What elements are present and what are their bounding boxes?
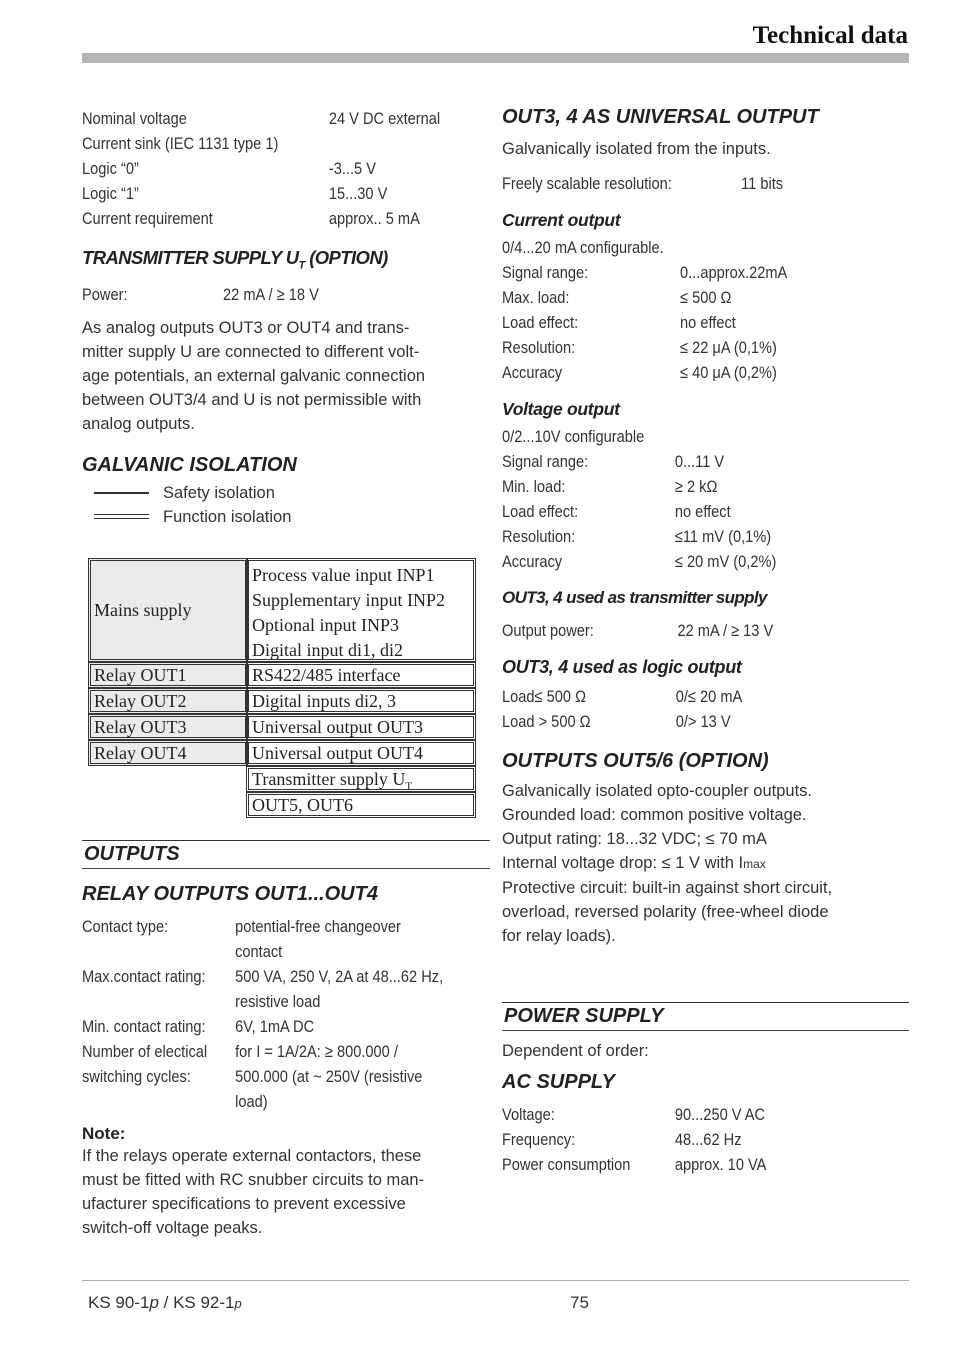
spec-value: ≤ 500 Ω — [680, 288, 732, 307]
relay-key — [82, 1039, 235, 1114]
text-line: for relay loads). — [502, 927, 616, 945]
spec-value: 15...30 V — [328, 184, 388, 203]
ac-row — [502, 1127, 908, 1152]
outputs-heading: OUTPUTS — [82, 840, 490, 869]
spec-value: 22 mA / ≥ 13 V — [677, 621, 774, 640]
note-line: If the relays operate external contactors, these — [82, 1147, 422, 1165]
current-specs — [502, 235, 912, 385]
spec-value: 0...11 V — [674, 452, 725, 471]
ac-specs — [502, 1102, 909, 1177]
spec-key: Frequency: — [502, 1130, 576, 1149]
footer-model — [88, 1293, 242, 1313]
spec-key: Accuracy — [502, 552, 563, 571]
single-line-icon — [94, 492, 149, 494]
digital-inputs-cell: Digital inputs di2, 3 — [246, 688, 476, 714]
spec-value: approx.. 5 mA — [328, 209, 420, 228]
value-line: for I = 1A/2A: ≥ 800.000 / — [235, 1042, 398, 1061]
out56-heading: OUTPUTS OUT5/6 (OPTION) — [502, 750, 769, 772]
spec-key: Accuracy — [502, 363, 563, 382]
spec-row — [82, 181, 491, 206]
legend-safety — [82, 481, 492, 505]
voltage-row — [502, 449, 911, 474]
legend-function — [82, 505, 492, 529]
inputs-cell — [246, 558, 476, 662]
relay-specs — [82, 914, 490, 1114]
ac-row — [502, 1102, 908, 1127]
key-line: Number of electical — [82, 1042, 208, 1061]
key-line: switching cycles: — [82, 1067, 191, 1086]
relay-value — [235, 914, 401, 964]
input-line: Supplementary input INP2 — [252, 590, 445, 610]
spec-value: 48...62 Hz — [674, 1130, 742, 1149]
relay-key: Contact type: — [82, 917, 169, 936]
isolated-text: Galvanically isolated from the inputs. — [502, 140, 771, 158]
left-lower — [82, 840, 490, 1240]
value-line: potential-free changeover — [235, 917, 401, 936]
universal-out4-cell: Universal output OUT4 — [246, 740, 476, 766]
right-column — [502, 106, 912, 948]
text-line: Grounded load: common positive voltage. — [502, 806, 807, 824]
relay-value: 6V, 1mA DC — [235, 1017, 315, 1036]
spec-key: Current sink (IEC 1131 type 1) — [82, 134, 279, 153]
current-row — [502, 310, 911, 335]
spec-key: Voltage: — [502, 1105, 555, 1124]
spec-value: 0/> 13 V — [675, 712, 731, 731]
voltage-output-heading: Voltage output — [502, 399, 620, 419]
relay-row — [82, 914, 489, 964]
res-value: 11 bits — [741, 174, 784, 193]
spec-key: Resolution: — [502, 338, 576, 357]
heading-sub: T — [298, 259, 305, 272]
transmitter-paragraph — [82, 316, 492, 436]
value-line: 500.000 (at ~ 250V (resistive — [235, 1067, 423, 1086]
out5-out6-cell: OUT5, OUT6 — [246, 792, 476, 818]
voltage-row — [502, 499, 911, 524]
resolution-row — [502, 171, 911, 196]
spec-key: Signal range: — [502, 452, 589, 471]
relay-out1-cell: Relay OUT1 — [88, 662, 248, 688]
model-sep: / — [158, 1293, 174, 1312]
relay-row — [82, 964, 489, 1014]
page-header-title: Technical data — [752, 22, 908, 49]
model-text: KS 92-1 — [173, 1293, 235, 1312]
mains-supply-cell: Mains supply — [88, 558, 248, 662]
relay-value — [235, 964, 443, 1014]
spec-key: Load > 500 Ω — [502, 712, 591, 731]
note-block — [82, 1124, 490, 1240]
double-line-icon — [94, 514, 149, 519]
spec-key: Max. load: — [502, 288, 570, 307]
legend-label: Function isolation — [163, 507, 292, 526]
logic-row — [502, 709, 911, 734]
ac-row — [502, 1152, 908, 1177]
spec-value: 0...approx.22mA — [680, 263, 788, 282]
input-line: Optional input INP3 — [252, 615, 399, 635]
power-supply-section — [502, 1002, 909, 1177]
page-number: 75 — [570, 1293, 589, 1312]
spec-value: no effect — [680, 313, 736, 332]
spec-value: ≤ 20 mV (0,2%) — [674, 552, 777, 571]
spec-key: Load≤ 500 Ω — [502, 687, 586, 706]
line-text: Internal voltage drop: ≤ 1 V with I — [502, 854, 744, 872]
relay-value — [235, 1039, 422, 1114]
spec-value: 0/≤ 20 mA — [675, 687, 743, 706]
legend-label: Safety isolation — [163, 483, 275, 502]
voltage-config: 0/2...10V configurable — [502, 427, 645, 446]
spec-key: Output power: — [502, 621, 594, 640]
spec-value: ≥ 2 kΩ — [674, 477, 718, 496]
current-row — [502, 360, 911, 385]
text-line — [502, 851, 912, 876]
current-config: 0/4...20 mA configurable. — [502, 238, 664, 257]
current-row — [502, 335, 911, 360]
current-row — [502, 285, 911, 310]
text-line: Output rating: 18...32 VDC; ≤ 70 mA — [502, 830, 767, 848]
note-line: switch-off voltage peaks. — [82, 1219, 263, 1237]
power-supply-heading: POWER SUPPLY — [502, 1002, 909, 1031]
note-line: ufacturer specifications to prevent excessive — [82, 1195, 406, 1213]
value-line: 500 VA, 250 V, 2A at 48...62 Hz, — [235, 967, 444, 986]
imax-sub: max — [743, 857, 766, 871]
spec-key: Min. load: — [502, 477, 566, 496]
relay-key: Min. contact rating: — [82, 1017, 206, 1036]
universal-heading: OUT3, 4 AS UNIVERSAL OUTPUT — [502, 106, 819, 128]
relay-out2-cell: Relay OUT2 — [88, 688, 248, 714]
logic-row — [502, 684, 911, 709]
current-row — [502, 260, 911, 285]
dependent-text: Dependent of order: — [502, 1042, 649, 1060]
voltage-row — [502, 474, 911, 499]
spec-key: Resolution: — [502, 527, 576, 546]
galvanic-heading: GALVANIC ISOLATION — [82, 453, 297, 476]
spec-row — [82, 131, 491, 156]
spec-key: Nominal voltage — [82, 109, 187, 128]
spec-value: approx. 10 VA — [674, 1155, 767, 1174]
model-suffix: p — [234, 1296, 242, 1311]
para-line: age potentials, an external galvanic connection — [82, 366, 426, 385]
tx-supply-heading: OUT3, 4 used as transmitter supply — [502, 588, 767, 607]
text-line: Protective circuit: built-in against short circuit, — [502, 879, 833, 897]
power-row — [82, 282, 491, 307]
voltage-specs — [502, 424, 912, 574]
spec-value: 90...250 V AC — [674, 1105, 766, 1124]
spec-row — [82, 156, 491, 181]
spec-key: Current requirement — [82, 209, 213, 228]
spec-key: Logic “0” — [82, 159, 139, 178]
universal-out3-cell: Universal output OUT3 — [246, 714, 476, 740]
relay-key: Max.contact rating: — [82, 967, 206, 986]
value-line: load) — [235, 1092, 268, 1111]
para-line: between OUT3/4 and U is not permissible with — [82, 390, 422, 409]
note-text — [82, 1144, 490, 1240]
relay-out3-cell: Relay OUT3 — [88, 714, 248, 740]
transmitter-supply-cell — [246, 766, 476, 792]
footer-rule — [82, 1280, 909, 1281]
model-text: KS 90-1 — [88, 1293, 150, 1312]
heading-text: (OPTION) — [304, 247, 388, 268]
logic-output-heading: OUT3, 4 used as logic output — [502, 657, 742, 677]
note-line: must be fitted with RC snubber circuits to man- — [82, 1171, 425, 1189]
transmitter-heading — [82, 247, 492, 272]
out56-text — [502, 779, 912, 948]
spec-key: Signal range: — [502, 263, 589, 282]
input-line: Process value input INP1 — [252, 565, 435, 585]
ac-supply-heading: AC SUPPLY — [502, 1071, 615, 1093]
model-suffix: p — [149, 1293, 159, 1312]
cell-sub: T — [405, 780, 413, 792]
header-bar — [82, 53, 909, 63]
value-line: contact — [235, 942, 283, 961]
power-value: 22 mA / ≥ 18 V — [223, 284, 319, 304]
spec-value: -3...5 V — [328, 159, 376, 178]
input-specs — [82, 106, 492, 231]
isolation-table — [88, 558, 478, 820]
spec-key: Logic “1” — [82, 184, 139, 203]
spec-row — [82, 206, 491, 231]
text-line: Galvanically isolated opto-coupler outputs. — [502, 782, 813, 800]
note-heading: Note: — [82, 1124, 126, 1143]
para-line: mitter supply U are connected to different volt- — [82, 342, 420, 361]
value-line: resistive load — [235, 992, 321, 1011]
spec-key: Load effect: — [502, 313, 579, 332]
spec-row — [82, 106, 491, 131]
voltage-row — [502, 524, 911, 549]
rs422-cell: RS422/485 interface — [246, 662, 476, 688]
relay-row — [82, 1014, 489, 1039]
current-output-heading: Current output — [502, 210, 621, 230]
spec-key: Load effect: — [502, 502, 579, 521]
spec-key: Power consumption — [502, 1155, 631, 1174]
power-key: Power: — [82, 284, 128, 304]
para-line: analog outputs. — [82, 414, 195, 433]
logic-specs — [502, 684, 912, 734]
spec-value: ≤11 mV (0,1%) — [674, 527, 772, 546]
input-line: Digital input di1, di2 — [252, 640, 403, 660]
spec-value: ≤ 22 μA (0,1%) — [680, 338, 777, 357]
relay-row — [82, 1039, 489, 1114]
spec-value: 24 V DC external — [328, 109, 441, 128]
heading-text: TRANSMITTER SUPPLY U — [82, 247, 299, 268]
spec-value: no effect — [674, 502, 731, 521]
para-line: As analog outputs OUT3 or OUT4 and trans- — [82, 318, 410, 337]
res-key: Freely scalable resolution: — [502, 174, 672, 193]
output-power-row — [502, 618, 911, 643]
cell-text: Transmitter supply U — [252, 769, 406, 789]
relay-heading: RELAY OUTPUTS OUT1...OUT4 — [82, 883, 378, 905]
spec-value: ≤ 40 μA (0,2%) — [680, 363, 777, 382]
relay-out4-cell: Relay OUT4 — [88, 740, 248, 766]
text-line: overload, reversed polarity (free-wheel diode — [502, 903, 829, 921]
left-column — [82, 106, 492, 529]
voltage-row — [502, 549, 911, 574]
